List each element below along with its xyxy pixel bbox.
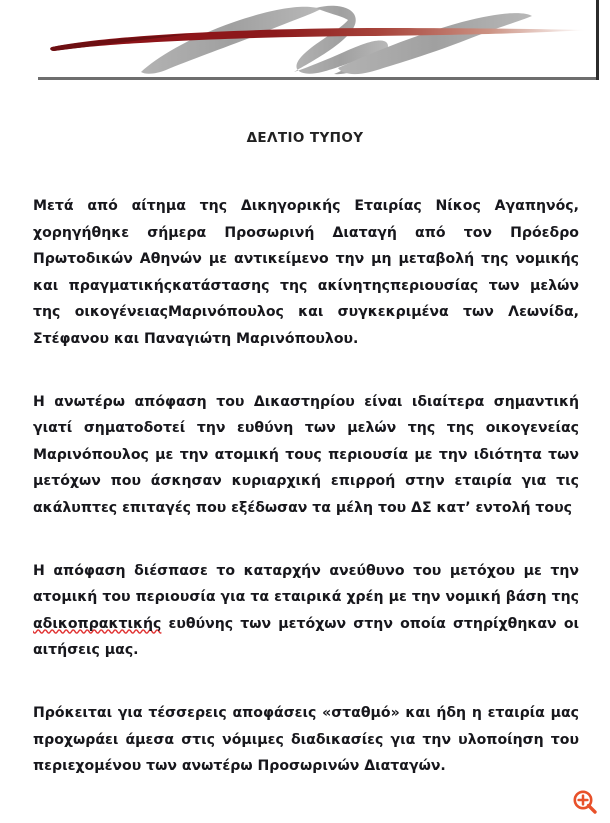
paragraph-2: Η ανωτέρω απόφαση του Δικαστηρίου είναι ιδιαίτερα σημαντική γιατί σηματοδοτεί την ευθύνη των μελών της της οικογενείας Μαρινόπουλος με την ατομική τους περιουσία με την ιδιότητα των μετόχων που άσκησαν κυριαρχική επιρροή στην εταιρία για τις ακάλυπτες επιταγές που εξέδωσαν τα μέλη του ΔΣ κατ’ εντολή τους (33, 393, 579, 516)
paragraph-3-text-after: ευθύνης των μετόχων στην οποία στηρίχθηκαν οι αιτήσεις μας. (33, 615, 579, 659)
letterhead-right-edge-rule (596, 0, 599, 80)
spellcheck-flagged-word[interactable]: αδικοπρακτικής (33, 615, 162, 632)
document-body (33, 193, 579, 780)
paragraph-1: Μετά από αίτημα της Δικηγορικής Εταιρίας Νίκος Αγαπηνός, χορηγήθηκε σήμερα Προσωρινή Διαταγή από τον Πρόεδρο Πρωτοδικών Αθηνών με αντικείμενο την μη μεταβολή της νομικής και πραγματικήςκατάστασης της ακίνητηςπεριουσίας των μελών της οικογένειαςΜαρινόπουλος και συγκεκριμένα των Λεωνίδα, Στέφανου και Παναγιώτη Μαρινόπουλου. (33, 198, 579, 347)
swoosh-gray-shape (141, 6, 532, 74)
paragraph-4: Πρόκειται για τέσσερεις αποφάσεις «σταθμό» και ήδη η εταιρία μας προχωράει άμεσα στις νόμιμες διαδικασίες για την υλοποίηση του περιεχομένου των ανωτέρω Προσωρινών Διαταγών. (33, 704, 579, 775)
letterhead-header (0, 0, 610, 86)
paragraph-3-text-before: Η απόφαση διέσπασε το καταρχήν ανεύθυνο του μετόχου με την ατομική του περιουσία για τα εταιρικά χρέη με την νομική βάση της (33, 562, 579, 606)
zoom-in-button[interactable] (572, 789, 598, 815)
page-title: ΔΕΛΤΙΟ ΤΥΠΟΥ (246, 130, 364, 146)
zoom-in-magnifier-plus-icon (572, 789, 598, 815)
law-firm-swoosh-logo (38, 2, 598, 76)
paragraph-3 (33, 558, 579, 664)
letterhead-divider-rule (38, 77, 597, 80)
